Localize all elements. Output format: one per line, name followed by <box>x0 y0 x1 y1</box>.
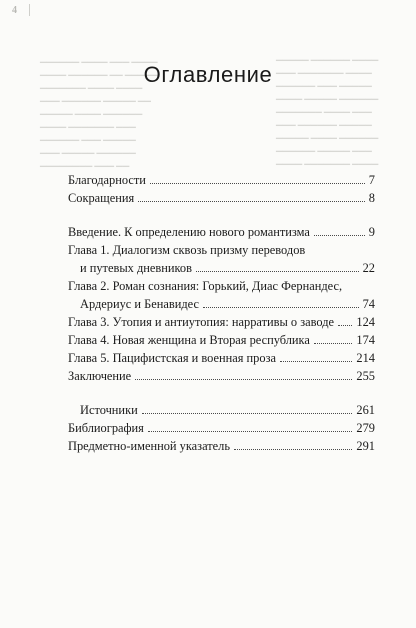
toc-entry-page: 214 <box>356 351 375 365</box>
toc-entry-label: Сокращения <box>68 191 135 205</box>
toc-entry-acknowledgements[interactable] <box>68 171 375 189</box>
page-title: Оглавление <box>143 62 273 87</box>
toc-entry-chapter-5[interactable] <box>68 349 375 367</box>
table-of-contents <box>68 171 375 455</box>
dot-leader <box>196 270 359 272</box>
toc-entry-introduction[interactable] <box>68 223 375 241</box>
dot-leader <box>138 200 365 202</box>
toc-entry-page: 261 <box>356 403 375 417</box>
bleed-through-left: ▁▁▁▁▁▁ ▁▁▁▁ ▁▁▁ ▁▁▁▁ ▁▁▁▁ ▁▁▁▁▁▁ ▁▁ ▁▁▁▁▁ ▁▁▁▁▁▁▁ ▁▁▁▁ ▁▁▁▁ ▁▁▁ ▁▁▁▁▁▁ ▁▁▁▁▁ ▁▁ ▁▁▁▁▁ ▁▁▁▁ ▁▁▁▁▁▁ ▁▁▁▁ ▁▁▁▁▁▁▁ ▁▁▁ ▁▁▁▁▁▁ ▁▁▁ ▁▁▁▁▁ ▁▁▁ ▁▁▁▁▁ ▁▁▁▁▁▁ ▁▁▁▁▁▁▁▁ ▁▁▁ ▁▁ <box>40 53 158 167</box>
toc-entry-bibliography[interactable] <box>68 419 375 437</box>
dot-leader <box>135 378 352 380</box>
toc-entry-abbreviations[interactable] <box>68 189 375 207</box>
bleed-through-right: ▁▁▁▁▁ ▁▁▁▁▁▁ ▁▁▁▁ ▁▁▁ ▁▁▁▁▁▁▁ ▁▁▁▁ ▁▁▁▁▁▁ ▁▁▁ ▁▁▁▁▁ ▁▁▁▁ ▁▁▁▁▁ ▁▁▁▁▁▁ ▁▁▁▁▁▁▁ ▁▁▁▁ ▁▁▁ ▁▁▁ ▁▁▁▁▁▁ ▁▁▁▁▁ ▁▁▁▁▁ ▁▁▁▁ ▁▁▁▁▁▁ ▁▁▁▁▁▁ ▁▁▁▁▁ ▁▁▁ ▁▁▁▁ ▁▁▁▁▁▁▁ ▁▁▁▁ <box>276 51 379 165</box>
dot-leader <box>314 342 353 344</box>
toc-entry-chapter-4[interactable] <box>68 331 375 349</box>
toc-entry-index[interactable] <box>68 437 375 455</box>
toc-entry-label: Источники <box>80 403 138 417</box>
toc-entry-label-line2: Ардериус и Бенавидес <box>80 297 199 311</box>
toc-entry-page: 9 <box>368 225 375 239</box>
dot-leader <box>280 360 352 362</box>
toc-entry-label-line1: Глава 1. Диалогизм сквозь призму переводов <box>68 243 306 257</box>
toc-entry-label: Глава 4. Новая женщина и Вторая республика <box>68 333 310 347</box>
dot-leader <box>142 412 353 414</box>
toc-entry-page: 174 <box>356 333 375 347</box>
dot-leader <box>148 430 353 432</box>
toc-entry-page: 22 <box>362 261 375 275</box>
toc-entry-label: Глава 3. Утопия и антиутопия: нарративы о заводе <box>68 315 335 329</box>
toc-entry-label-line1: Глава 2. Роман сознания: Горький, Диас Фернандес, <box>68 279 343 293</box>
toc-entry-page: 291 <box>356 439 375 453</box>
toc-entry-label: Введение. К определению нового романтизма <box>68 225 310 239</box>
toc-entry-label: Библиография <box>68 421 144 435</box>
toc-entry-page: 7 <box>368 173 375 187</box>
toc-entry-label: Благодарности <box>68 173 146 187</box>
page-number: 4 <box>12 4 17 16</box>
toc-entry-page: 279 <box>356 421 375 435</box>
header-divider <box>29 4 30 16</box>
toc-entry-label: Глава 5. Пацифистская и военная проза <box>68 351 276 365</box>
running-head <box>12 2 404 18</box>
toc-entry-label: Предметно-именной указатель <box>68 439 230 453</box>
toc-entry-page: 8 <box>368 191 375 205</box>
toc-entry-sources[interactable] <box>68 401 375 419</box>
dot-leader <box>314 234 365 236</box>
toc-entry-chapter-3[interactable] <box>68 313 375 331</box>
toc-entry-chapter-1[interactable] <box>68 241 375 277</box>
toc-entry-page: 124 <box>356 315 375 329</box>
toc-entry-conclusion[interactable] <box>68 367 375 385</box>
toc-entry-page: 74 <box>362 297 375 311</box>
toc-entry-chapter-2[interactable] <box>68 277 375 313</box>
dot-leader <box>234 448 352 450</box>
dot-leader <box>338 324 352 326</box>
toc-entry-label: Заключение <box>68 369 132 383</box>
dot-leader <box>150 182 365 184</box>
toc-entry-page: 255 <box>356 369 375 383</box>
dot-leader <box>203 306 359 308</box>
toc-entry-label-line2: и путевых дневников <box>80 261 192 275</box>
